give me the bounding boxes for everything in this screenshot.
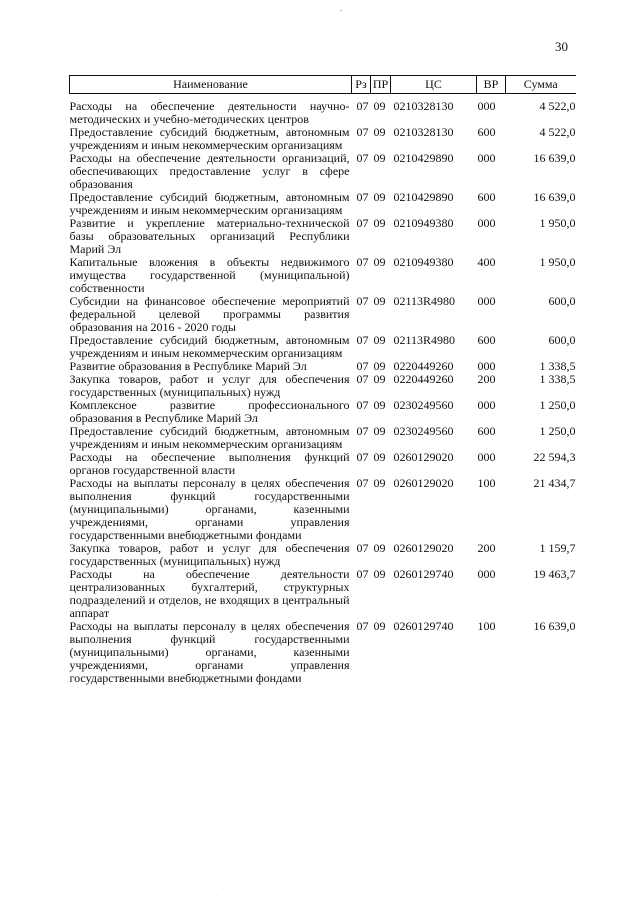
- cell-name: Закупка товаров, работ и услуг для обеспечения государственных (муниципальных) нужд: [69, 541, 350, 568]
- cell-rz: 07: [356, 216, 369, 230]
- cell-sum: 4 522,0: [539, 125, 576, 139]
- cell-cs: 0260129020: [393, 476, 454, 490]
- cell-vr: 000: [477, 216, 496, 230]
- cell-name: Развитие и укрепление материально-технической базы образовательных организаций Республики Марий Эл: [69, 216, 350, 256]
- table-row: [70, 152, 576, 191]
- cell-rz: 07: [356, 619, 369, 633]
- table-row: [70, 126, 576, 152]
- scan-artifact-bottom: · · · ·: [196, 884, 227, 893]
- cell-vr: 400: [477, 255, 496, 269]
- cell-rz: 07: [356, 398, 369, 412]
- cell-name: Субсидии на финансовое обеспечение мероприятий федеральной целевой программы развития образования на 2016 - 2020 годы: [69, 294, 350, 334]
- cell-pr: 09: [373, 398, 386, 412]
- cell-vr: 600: [477, 424, 496, 438]
- cell-sum: 4 522,0: [539, 99, 576, 113]
- table-row: [70, 477, 576, 542]
- table-row: [70, 568, 576, 620]
- cell-vr: 000: [477, 99, 496, 113]
- cell-cs: 0260129740: [393, 619, 454, 633]
- cell-sum: 1 338,5: [539, 359, 576, 373]
- cell-cs: 02113R4980: [393, 294, 456, 308]
- cell-rz: 07: [356, 99, 369, 113]
- cell-sum: 600,0: [548, 294, 576, 308]
- cell-pr: 09: [373, 450, 386, 464]
- table-row: [70, 217, 576, 256]
- table-body: [70, 94, 576, 686]
- table-row: [70, 94, 576, 127]
- cell-name: Предоставление субсидий бюджетным, автономным учреждениям и иным некоммерческим организациям: [69, 190, 350, 217]
- cell-cs: 02113R4980: [393, 333, 456, 347]
- cell-cs: 0230249560: [393, 398, 454, 412]
- table-row: [70, 425, 576, 451]
- cell-pr: 09: [373, 99, 386, 113]
- cell-name: Предоставление субсидий бюджетным, автономным учреждениям и иным некоммерческим организациям: [69, 125, 350, 152]
- cell-name: Расходы на обеспечение деятельности организаций, обеспечивающих предоставление услуг в сфере образования: [69, 151, 350, 191]
- cell-vr: 000: [477, 450, 496, 464]
- table-row: [70, 542, 576, 568]
- cell-sum: 21 434,7: [533, 476, 576, 490]
- cell-pr: 09: [373, 255, 386, 269]
- scan-artifact-top: [340, 10, 342, 11]
- table-row: [70, 451, 576, 477]
- table-row: [70, 373, 576, 399]
- cell-pr: 09: [373, 424, 386, 438]
- cell-cs: 0220449260: [393, 359, 454, 373]
- cell-rz: 07: [356, 450, 369, 464]
- cell-rz: 07: [356, 476, 369, 490]
- cell-pr: 09: [373, 372, 386, 386]
- cell-name: Закупка товаров, работ и услуг для обеспечения государственных (муниципальных) нужд: [69, 372, 350, 399]
- cell-rz: 07: [356, 190, 369, 204]
- cell-name: Комплексное развитие профессионального образования в Республике Марий Эл: [69, 398, 350, 425]
- header-vr: ВР: [477, 76, 506, 94]
- cell-rz: 07: [356, 541, 369, 555]
- cell-sum: 16 639,0: [533, 619, 576, 633]
- cell-pr: 09: [373, 151, 386, 165]
- cell-cs: 0220449260: [393, 372, 454, 386]
- cell-sum: 1 950,0: [539, 216, 576, 230]
- cell-rz: 07: [356, 359, 369, 373]
- cell-cs: 0210328130: [393, 99, 454, 113]
- cell-pr: 09: [373, 541, 386, 555]
- cell-vr: 100: [477, 476, 496, 490]
- header-pr: ПР: [371, 76, 391, 94]
- cell-pr: 09: [373, 359, 386, 373]
- cell-pr: 09: [373, 216, 386, 230]
- header-name: Наименование: [70, 76, 352, 94]
- cell-pr: 09: [373, 294, 386, 308]
- cell-cs: 0260129020: [393, 450, 454, 464]
- cell-sum: 16 639,0: [533, 151, 576, 165]
- cell-pr: 09: [373, 190, 386, 204]
- cell-name: Расходы на обеспечение деятельности научно-методических и учебно-методических центров: [69, 99, 350, 126]
- cell-sum: 1 338,5: [539, 372, 576, 386]
- header-row: [70, 76, 576, 94]
- cell-cs: 0210429890: [393, 151, 454, 165]
- cell-sum: 1 950,0: [539, 255, 576, 269]
- cell-pr: 09: [373, 619, 386, 633]
- cell-name: Расходы на обеспечение выполнения функций органов государственной власти: [69, 450, 350, 477]
- cell-rz: 07: [356, 294, 369, 308]
- cell-sum: 1 250,0: [539, 398, 576, 412]
- cell-vr: 100: [477, 619, 496, 633]
- cell-vr: 000: [477, 359, 496, 373]
- cell-name: Развитие образования в Республике Марий Эл: [69, 359, 307, 373]
- cell-cs: 0230249560: [393, 424, 454, 438]
- table-row: [70, 295, 576, 334]
- cell-vr: 000: [477, 567, 496, 581]
- cell-vr: 200: [477, 541, 496, 555]
- header-sum: Сумма: [506, 76, 576, 94]
- cell-rz: 07: [356, 333, 369, 347]
- table-header: [70, 76, 576, 94]
- cell-pr: 09: [373, 333, 386, 347]
- cell-rz: 07: [356, 372, 369, 386]
- cell-rz: 07: [356, 255, 369, 269]
- cell-name: Капитальные вложения в объекты недвижимого имущества государственной (муниципальной) собственности: [69, 255, 350, 295]
- budget-table-container: [69, 75, 575, 685]
- cell-rz: 07: [356, 567, 369, 581]
- cell-rz: 07: [356, 151, 369, 165]
- header-cs: ЦС: [391, 76, 477, 94]
- cell-cs: 0210949380: [393, 255, 454, 269]
- page-number: 30: [555, 39, 568, 54]
- cell-sum: 16 639,0: [533, 190, 576, 204]
- table-row: [70, 256, 576, 295]
- cell-cs: 0210429890: [393, 190, 454, 204]
- cell-name: Расходы на обеспечение деятельности централизованных бухгалтерий, структурных подразделений и отделов, не входящих в центральный аппарат: [69, 567, 350, 620]
- cell-rz: 07: [356, 125, 369, 139]
- budget-table: [69, 75, 576, 685]
- cell-cs: 0210328130: [393, 125, 454, 139]
- cell-sum: 19 463,7: [533, 567, 576, 581]
- cell-pr: 09: [373, 125, 386, 139]
- cell-pr: 09: [373, 567, 386, 581]
- cell-vr: 000: [477, 151, 496, 165]
- cell-name: Расходы на выплаты персоналу в целях обеспечения выполнения функций государственными (муниципальными) органами, казенными учреждениями, органами управления государственными внебюджетными фондами: [69, 619, 350, 685]
- table-row: [70, 620, 576, 685]
- cell-sum: 600,0: [548, 333, 576, 347]
- cell-sum: 22 594,3: [533, 450, 576, 464]
- cell-cs: 0210949380: [393, 216, 454, 230]
- cell-vr: 600: [477, 125, 496, 139]
- cell-name: Расходы на выплаты персоналу в целях обеспечения выполнения функций государственными (муниципальными) органами, казенными учреждениями, органами управления государственными внебюджетными фондами: [69, 476, 350, 542]
- cell-vr: 200: [477, 372, 496, 386]
- header-rz: Рз: [352, 76, 371, 94]
- cell-sum: 1 250,0: [539, 424, 576, 438]
- table-row: [70, 399, 576, 425]
- cell-vr: 000: [477, 398, 496, 412]
- cell-cs: 0260129740: [393, 567, 454, 581]
- cell-name: Предоставление субсидий бюджетным, автономным учреждениям и иным некоммерческим организациям: [69, 424, 350, 451]
- cell-sum: 1 159,7: [539, 541, 576, 555]
- cell-vr: 000: [477, 294, 496, 308]
- cell-name: Предоставление субсидий бюджетным, автономным учреждениям и иным некоммерческим организациям: [69, 333, 350, 360]
- cell-vr: 600: [477, 190, 496, 204]
- cell-cs: 0260129020: [393, 541, 454, 555]
- cell-pr: 09: [373, 476, 386, 490]
- table-row: [70, 334, 576, 360]
- cell-rz: 07: [356, 424, 369, 438]
- table-row: [70, 191, 576, 217]
- cell-vr: 600: [477, 333, 496, 347]
